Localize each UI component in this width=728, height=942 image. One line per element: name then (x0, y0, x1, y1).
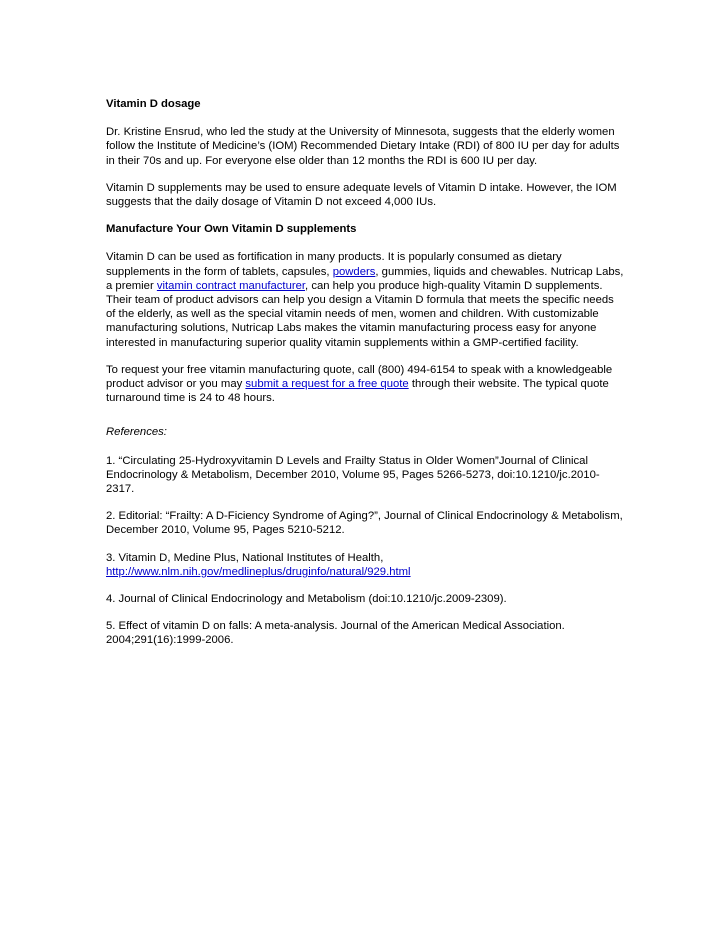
vitamin-contract-manufacturer-link[interactable]: vitamin contract manufacturer (156, 279, 306, 292)
free-quote-link[interactable]: submit a request for a free quote (245, 378, 409, 391)
powders-link[interactable]: powders (332, 265, 376, 278)
reference-4: 4. Journal of Clinical Endocrinology and Metabolism (doi:10.1210/jc.2009-2309). (106, 593, 507, 606)
paragraph-dosage-limit: Vitamin D supplements may be used to ensure adequate levels of Vitamin D intake. However, the IOM suggests that the daily dosage of Vitamin D not exceed 4,000 IUs. (106, 181, 617, 209)
paragraph-quote-text-1: To request your free vitamin manufacturing quote, call (800) 494-6154 to speak with a knowledgeable product advisor or you may (106, 363, 613, 391)
heading-vitamin-d-dosage: Vitamin D dosage (106, 98, 201, 110)
paragraph-quote-request (106, 363, 626, 406)
reference-3 (106, 551, 626, 579)
paragraph-manufacture-text-2: , gummies, liquids and chewables. Nutricap Labs, a premier (106, 265, 624, 292)
medlineplus-link[interactable]: http://www.nlm.nih.gov/medlineplus/druginfo/natural/929.html (106, 565, 411, 578)
heading-manufacture: Manufacture Your Own Vitamin D supplements (106, 223, 357, 236)
paragraph-manufacture-text-3: , can help you produce high-quality Vitamin D supplements. Their team of product advisors can help you design a Vitamin D formula that meets the specific needs of the elderly, as well as the special vitamin needs of men, women and children. With customizable manufacturing solutions, Nutricap Labs makes the vitamin manufacturing process easy for anyone interested in manufacturing superior quality vitamin supplements within a GMP-certified facility. (106, 279, 614, 349)
paragraph-manufacture (106, 250, 626, 349)
paragraph-manufacture-text-1: Vitamin D can be used as fortification in many products. It is popularly consumed as dietary supplements in the form of tablets, capsules, (106, 251, 562, 278)
reference-3-text: 3. Vitamin D, Medine Plus, National Institutes of Health, (106, 551, 384, 564)
reference-2: 2. Editorial: “Frailty: A D-Ficiency Syndrome of Aging?”, Journal of Clinical Endocrinology & Metabolism, December 2010, Volume 95, Pages 5210-5212. (106, 510, 623, 537)
reference-1: 1. “Circulating 25-Hydroxyvitamin D Levels and Frailty Status in Older Women”Journal of Clinical Endocrinology & Metabolism, December 2010, Volume 95, Pages 5266-5273, doi:10.1210/jc.2010-2317. (106, 454, 600, 496)
document-content (106, 97, 626, 661)
paragraph-quote-text-2: through their website. The typical quote turnaround time is 24 to 48 hours. (106, 378, 609, 405)
references-title: References: (106, 426, 167, 439)
paragraph-dosage-recommendation: Dr. Kristine Ensrud, who led the study at the University of Minnesota, suggests that the elderly women follow the Institute of Medicine’s (IOM) Recommended Dietary Intake (RDI) of 800 IU per day for adults in their 70s and up. For everyone else older than 12 months the RDI is 600 IU per day. (106, 126, 620, 167)
reference-5: 5. Effect of vitamin D on falls: A meta-analysis. Journal of the American Medical Association. 2004;291(16):1999-2006. (106, 620, 565, 647)
